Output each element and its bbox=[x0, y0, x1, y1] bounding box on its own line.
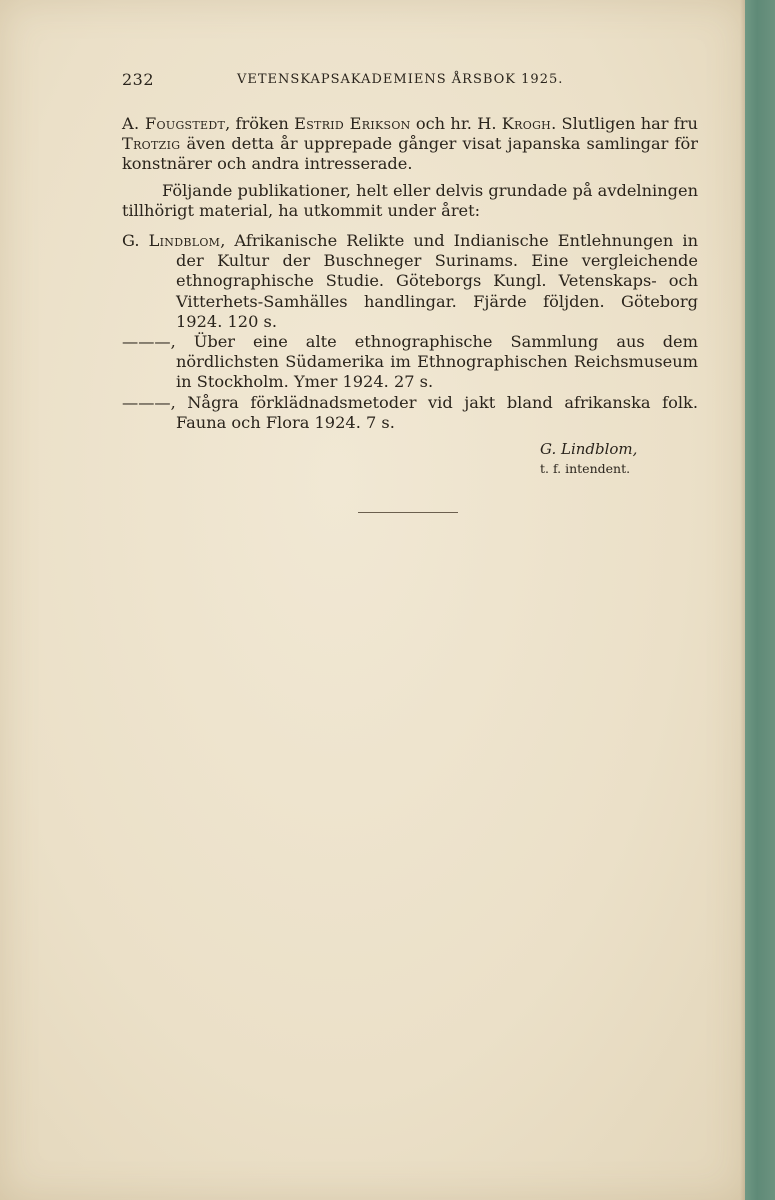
person-name: Trotzig bbox=[122, 134, 181, 154]
entry-text: , Afrikanische Relikte und Indianische Entlehnungen in der Kultur der Buschneger Surinams. Eine vergleichende ethnographische Studie. Göteborgs Kungl. Vetenskaps- och Vitterhets-Samhälles handlingar. Fjärde följden. Göteborg 1924. 120 s. bbox=[176, 231, 698, 331]
person-name: Krogh bbox=[501, 114, 552, 133]
signature-title: t. f. intendent. bbox=[540, 461, 631, 476]
paragraph-publications-intro: Följande publikationer, helt eller delvis grundade på avdelningen tillhörigt material, ha utkommit under året: bbox=[122, 180, 698, 220]
page-number: 232 bbox=[122, 70, 155, 89]
entry-text: , Några förklädnadsmetoder vid jakt bland afrikanska folk. Fauna och Flora 1924. 7 s. bbox=[170, 392, 698, 432]
signature-block bbox=[540, 440, 710, 476]
page-header bbox=[122, 70, 702, 94]
entry-prefix: ——— bbox=[122, 332, 171, 352]
running-head: VETENSKAPSAKADEMIENS ÅRSBOK 1925. bbox=[237, 72, 564, 87]
entry-text: , Über eine alte ethnographische Sammlung aus dem nördlichsten Südamerika im Ethnographischen Reichsmuseum in Stockholm. Ymer 1924. 27 s. bbox=[170, 332, 698, 392]
text-run: , fröken bbox=[225, 114, 295, 133]
bibliography-entry bbox=[122, 231, 698, 332]
entry-prefix: ——— bbox=[122, 392, 171, 412]
text-run: även detta år upprepade gånger visat japanska samlingar för konstnärer och andra intresserade. bbox=[122, 134, 698, 174]
entry-author: Lindblom bbox=[148, 231, 221, 251]
person-name: Estrid Erikson bbox=[294, 114, 411, 133]
text-run: och hr. H. bbox=[410, 114, 502, 133]
text-run: . Slutligen har fru bbox=[551, 114, 698, 133]
entry-prefix: G. bbox=[122, 231, 149, 251]
section-divider bbox=[358, 512, 458, 513]
signature-name: G. Lindblom, bbox=[540, 440, 638, 458]
bibliography-entry bbox=[122, 332, 698, 393]
bibliography-entry bbox=[122, 393, 698, 433]
book-spine-edge bbox=[745, 0, 775, 1200]
page-body bbox=[122, 114, 698, 433]
person-name: A. Fougstedt bbox=[122, 114, 226, 133]
paragraph-continued bbox=[122, 114, 698, 175]
